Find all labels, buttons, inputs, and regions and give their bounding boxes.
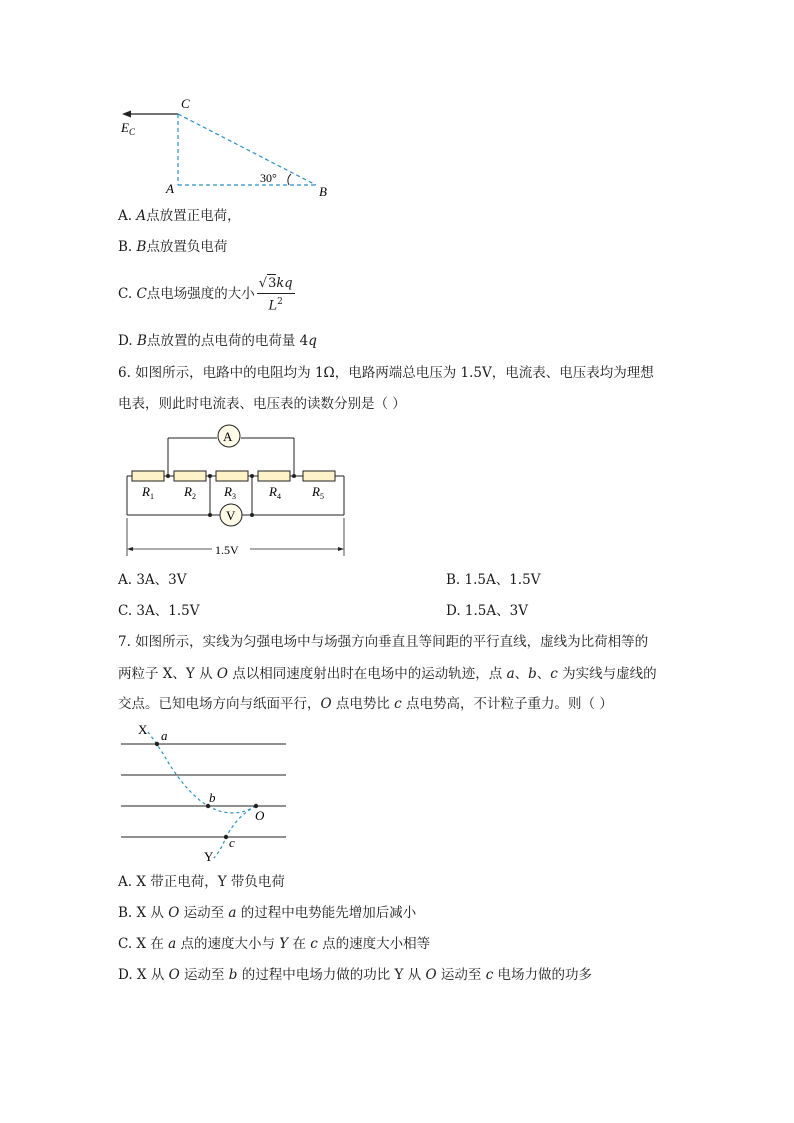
q7-b-o: O (168, 905, 180, 921)
q5-b-prefix: B. (118, 239, 137, 255)
voltmeter-label: V (226, 508, 236, 523)
q7-option-d (118, 965, 592, 985)
label-a: a (161, 728, 168, 743)
circuit-figure (118, 420, 358, 560)
resistor-r5 (303, 471, 335, 481)
resistor-r4 (258, 471, 290, 481)
q5-c-prefix: C. (118, 286, 137, 302)
side-cb (178, 114, 316, 185)
point-c (224, 835, 228, 839)
q7-l3-b: 点电势比 (331, 696, 395, 712)
voltage-label: 1.5V (215, 543, 239, 557)
q5-d-prefix: D. (118, 333, 137, 349)
q5-a-prefix: A. (118, 208, 137, 224)
q7-stem-line1: 7. 如图所示，实线为匀强电场中与场强方向垂直且等间距的平行直线，虚线为比荷相等的 (118, 634, 649, 650)
q7-l2-c: 、 (514, 666, 529, 682)
point-a (155, 742, 159, 746)
q5-c-var: C (136, 286, 147, 302)
q7-option-c (118, 934, 430, 954)
q6-stem-line2: 电表，则此时电流表、电压表的读数分别是（ ） (118, 396, 406, 412)
resistor-r2 (174, 471, 206, 481)
q5-option-c (118, 274, 295, 315)
q5-c-root: 3 (268, 276, 277, 292)
label-e: $E_C$ (121, 120, 135, 137)
q7-l3-c: c (394, 696, 402, 712)
label-r2: $R_2$ (184, 484, 196, 501)
label-r4: $R_4$ (269, 484, 281, 501)
label-a: A (166, 181, 174, 196)
q7-l3-d: 点电势高，不计粒子重力。则（ ） (401, 696, 613, 712)
q7-d-e: 电场力做的功多 (493, 967, 593, 983)
q7-c-d: 点的速度大小相等 (317, 936, 431, 952)
q5-c-denom: L (268, 298, 278, 314)
q7-d-d: 运动至 (436, 967, 486, 983)
label-c: C (181, 96, 190, 111)
q6-option-c: C. 3A、1.5V (118, 603, 200, 619)
q7-l3-a: 交点。已知电场方向与纸面平行， (118, 696, 321, 712)
trajectory-y (214, 806, 256, 858)
label-r3: $R_3$ (224, 484, 236, 501)
label-y: Y (204, 849, 214, 864)
q7-stem-line2 (118, 664, 657, 684)
field-arrow-head (122, 111, 131, 118)
q7-c-v2: c (310, 936, 318, 952)
triangle-figure (110, 92, 350, 204)
q5-c-fraction: $\frac{√3kq}{L^2}$ (258, 276, 293, 314)
q5-b-var: B (136, 239, 147, 255)
q7-l2-d: 、 (536, 666, 551, 682)
q7-l2-vc: c (550, 666, 558, 682)
q7-option-a: A. X 带正电荷，Y 带负电荷 (118, 874, 285, 890)
q5-d-var2: q (308, 333, 317, 349)
resistor-r3 (216, 471, 248, 481)
q7-l2-b: 点以相同速度射出时在电场中的运动轨迹，点 (227, 666, 507, 682)
q7-c-v1: a (168, 936, 177, 952)
q7-c-b: 点的速度大小与 (176, 936, 280, 952)
q7-d-b: 运动至 (179, 967, 229, 983)
q7-d-o: O (168, 967, 180, 983)
q7-b-v: a (228, 905, 237, 921)
q6-option-b: B. 1.5A、1.5V (446, 572, 541, 588)
label-o: O (255, 808, 265, 823)
q7-option-b (118, 903, 416, 923)
label-c: c (229, 835, 235, 850)
q5-d-var: B (136, 333, 147, 349)
label-x: X (138, 722, 148, 737)
q6-option-a: A. 3A、3V (118, 572, 187, 588)
q5-b-text: 点放置负电荷 (146, 239, 228, 255)
q6-stem-line1: 6. 如图所示，电路中的电阻均为 1Ω，电路两端总电压为 1.5V，电流表、电压表均为理想 (118, 365, 654, 381)
label-b: b (209, 790, 216, 805)
q7-c-a: C. X 在 (118, 936, 169, 952)
q7-l2-e: 为实线与虚线的 (557, 666, 657, 682)
trajectory-figure (118, 720, 293, 868)
q7-d-a: D. X 从 (118, 967, 169, 983)
q5-a-text: 点放置正电荷， (146, 208, 241, 224)
q5-option-d (118, 331, 317, 351)
label-r5: $R_5$ (312, 484, 324, 501)
resistor-r1 (132, 471, 164, 481)
angle-arc (288, 174, 291, 185)
q5-a-var: A (136, 208, 147, 224)
q7-c-y: Y (279, 936, 289, 952)
q5-option-b (118, 237, 227, 257)
q6-option-d: D. 1.5A、3V (446, 603, 528, 619)
q7-b-a: B. X 从 (118, 905, 169, 921)
q7-b-b: 运动至 (179, 905, 229, 921)
q7-d-v: b (228, 967, 238, 983)
q5-d-text: 点放置的点电荷的电荷量 4 (146, 333, 309, 349)
angle-label: 30° (260, 171, 277, 185)
q7-d-v2: c (485, 967, 494, 983)
q7-l2-a: 两粒子 X、Y 从 (118, 666, 217, 682)
q7-l2-o: O (216, 666, 228, 682)
q7-l2-va: a (506, 666, 515, 682)
q7-stem-line3 (118, 694, 613, 714)
q5-c-numer: kq (276, 276, 293, 292)
q7-b-c: 的过程中电势能先增加后减小 (236, 905, 417, 921)
label-r1: $R_1$ (142, 484, 154, 501)
q7-d-o2: O (425, 967, 437, 983)
q7-d-c: 的过程中电场力做的功比 Y 从 (237, 967, 426, 983)
q7-c-c: 在 (288, 936, 311, 952)
q7-l2-vb: b (528, 666, 537, 682)
ammeter-label: A (223, 429, 233, 444)
q7-l3-o: O (320, 696, 332, 712)
label-b: B (319, 184, 327, 199)
q5-option-a (118, 206, 241, 226)
q5-c-text: 点电场强度的大小 (146, 286, 255, 302)
q5-c-exp: 2 (277, 297, 283, 308)
